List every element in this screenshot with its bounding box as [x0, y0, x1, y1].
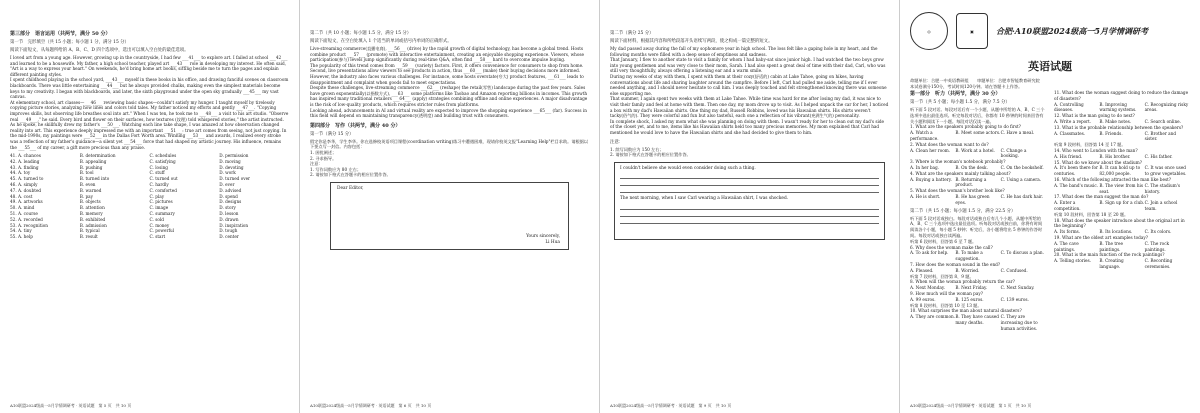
option-item: 51. A. course [10, 211, 38, 217]
option-item: D. work [219, 170, 236, 176]
answer-choice: B. Creating language. [1099, 258, 1124, 269]
exam-title: 英语试题 [1028, 60, 1072, 73]
option-item: B. result [79, 234, 98, 240]
instruction: 阅读下面短文，从每题所给的 A、B、C、D 四个选项中，选出可以填入空白处的最佳选项。 [10, 48, 189, 53]
question-text: 13. What is the probable relationship between the speakers? [1054, 124, 1184, 130]
answer-choice: B. Sign up for a club. [1099, 200, 1145, 206]
answer-choice: A. They are common. [910, 314, 956, 320]
option-item: B. typical [79, 228, 100, 234]
instruction: 阅读下面材料，根据其内容和所给段落开头语续写两段，使之构成一篇完整的短文。 [610, 39, 773, 44]
answer-choice: C. They are increasing due to human activities. [1000, 314, 1038, 331]
answer-choices [1054, 165, 1190, 177]
listening-part1: 第一节（共 5 小题；每小题 1.5 分，满分 7.5 分） [910, 100, 1010, 105]
answer-choice: A. Enter a competition. [1054, 200, 1081, 211]
answer-choice: A. He is short. [910, 193, 941, 199]
question-text: 18. What does the speaker introduce about the original art in the beginning? [1054, 217, 1185, 229]
option-item: C. play [149, 193, 165, 199]
option-item: D. designs [219, 199, 242, 205]
option-item: C. turned out [149, 176, 178, 182]
page-2 [300, 0, 600, 413]
answer-choice: B. Worried. [955, 267, 980, 273]
option-item: B. pushing [79, 164, 103, 170]
option-item: C. schedules [149, 153, 177, 159]
answer-choice: A. Classmates. [1054, 130, 1086, 136]
option-item: 54. A. tiny [10, 228, 32, 234]
answer-choice: C. His father. [1144, 153, 1173, 159]
page-1 [0, 0, 300, 413]
answer-choice: C. Search online. [1144, 118, 1181, 124]
answer-choice: C. To discuss a plan. [1000, 250, 1044, 256]
option-item: D. turned over [219, 176, 251, 182]
part-title: 第二节（满分 25 分） [610, 31, 654, 36]
answer-choice: A. The band's music. [1054, 182, 1099, 188]
group-8-label: 听第 8 段材料，回答第 10 至 13 题。 [910, 302, 982, 308]
answer-choice: C. Confused. [1000, 267, 1028, 273]
answer-choice: B. Next Friday. [955, 285, 988, 291]
answer-box [614, 162, 885, 240]
answer-choice: C. Recording ceremonies. [1144, 258, 1173, 269]
option-item: 41. A. chances [10, 153, 41, 159]
answer-choices [910, 250, 1046, 262]
option-item: B. appealing [79, 158, 107, 164]
answer-choice: A. Buying a battery. [910, 176, 952, 182]
option-item: B. even [79, 182, 96, 188]
question-text: 20. What is the main function of the rock paintings? [1054, 252, 1165, 258]
question-text: 16. Which of the following attracted the man like best? [1054, 176, 1172, 182]
option-item: 49. A. artworks [10, 199, 43, 205]
option-item: D. lesson [219, 211, 239, 217]
answer-choice: C. It was once used to grow vegetables. [1144, 165, 1187, 177]
question-text: 9. How much will the woman pay? [910, 290, 983, 296]
letter-greeting: Dear Editor, [337, 185, 364, 191]
page-footer: A10联盟2024级高一5月学情调研考 · 英语试题 第 1 页 共 10 页 [910, 403, 1032, 408]
exam-brand: 合肥·A10联盟2024级高一5月学情调研考 [996, 25, 1148, 36]
option-item: 45. A. turned to [10, 176, 44, 182]
answer-choices [910, 297, 1046, 303]
answer-choice: A. Clean her room. [910, 147, 951, 153]
answer-choice: A. Its forms. [1054, 229, 1081, 235]
option-item: 50. A. mind [10, 205, 35, 211]
listening-instruction: 听下面 5 段对话。每段对话后有一个小题，从题中所给的 A、B、C 三个选项中选出最佳选项。听完每段对话后，你都有 10 秒钟的时间来回答有关小题和阅读下一小题。每段对话仅读一遍。 [910, 107, 1045, 124]
answer-choice: A. Controlling diseases. [1054, 101, 1084, 113]
answer-choice: C. He has dark hair. [1000, 193, 1043, 199]
letter-box [330, 182, 569, 250]
option-item: D. tough [219, 228, 238, 234]
option-item: B. exhibited [79, 216, 106, 222]
option-item: D. story [219, 205, 236, 211]
option-item: C. stuff [149, 170, 165, 176]
page-footer: A10联盟2024级高一5月学情调研考 · 英语试题 第 5 页 共 10 页 [10, 403, 132, 408]
answer-choices [1054, 183, 1190, 195]
option-item: D. permission [219, 153, 249, 159]
option-item: 47. A. doubted [10, 187, 42, 193]
question-text: 7. How does the woman sound in the end? [910, 261, 1001, 267]
answer-choice: C. Join a school team. [1144, 200, 1178, 211]
answer-choice: C. Its colors. [1144, 229, 1172, 235]
cloze-passage: I loved art from a young age. However, growing up in the countryside, I had few ___41___ to explore art. I failed at school ___42___ and learned to be a housewife. My father, a high school teacher, played art ___43___ role in developing my interest. He often said, "Art is a way to express your heart." On weekends, he'd bring home art books, sitting beside me to turn the pages and explain different painting styles. I spent childhood playing in the school yard, ___43___ myself in these books in his office, and drawing fanciful scenes on classroom blackboards. There was little entertaining ___44___ but he always provided chalks, making even the simplest materials become keys to my creativity. I began with blackboards, and later, the sixth playground under the open sky gradually ___45___ my vast canvas. At elementary school, art classes—___46___ reviewing basic shapes—couldn't satisfy my hunger. I taught myself by tirelessly copying picture stories, analyzing how lines and colors told tales. My father noticed my efforts and gently ___47___. "Copying improves skills, but observing life breathes soul into art." When I was ten, he took me to ___48___ a visit to his art studio. "Observe real ___49___," he said. Every bird and flower on their surfaces, how textures (纹理) told whispered stories," the artist instructed. As he spoke, he skillfully drew my father's ___50___. Watching each line take shape, I was amazed at how observation changed reality into art. This experience deeply impressed me with an important ___51___: true art comes from seeing, not just copying. In the mid-1990s, my paintings were ___52___ in the Dallas Fort Worth area. Winning ___53___ and awards, I realized every stroke was a reflection of my father's guidance—a silent yet ___54___ force that had shaped my artistic journey. His influence, remains the ___55___ of my career, a gift more precious than any praise. [10, 55, 289, 150]
question-list [1054, 148, 1190, 212]
answer-choices [910, 268, 1046, 274]
option-item: 48. A. cost [10, 193, 33, 199]
question-text: 15. What do we know about the stadium? [1054, 159, 1142, 165]
option-item: B. attention [79, 205, 105, 211]
answer-choice: B. His brother. [1099, 153, 1131, 159]
continuation-passage: My dad passed away during the fall of my sophomore year in high school. The loss felt like a gaping hole in my heart, and the following months were filled with a deep sense of emptiness and sadness. That January, I flew to another state to visit a family for whom I had baby-sat since junior high. I had watched the two boys grow into young gentlemen and was very close to their mom, Sarah. I had also spent a great deal of time with their dad, Carl, who was still very thoughtfully, always offering a listening ear and a warm smile. During my weeks of stay with them, I spent with them at their cozy(舒适的) cabin at Lake Tahoe, going on hikes, having conversations about life and sharing laughter around the campfire. Before I left, Carl had pulled me aside, telling me if I ever needed anything, and I should never hesitate to call him. I was deeply touched and felt strengthened knowing there was someone else supporting me. That summer, I again spent two weeks with them at Lake Tahoe. While time was hard for me after losing my dad, it was nice to visit their family and feel at home with them. Then one day, my mom drove up to visit. As I helped unpack the car for her, I noticed a box with my dad's Hawaiian shirts. One thing my dad, Russell Robbins, loved was his Hawaiian shirts. His shirts weren't tacky(俗气的). They were colorful and fun but also tasteful, each one a reflection of his vibrant(充满生气的) personality. In complete shock, I asked my mom what she was planning on doing with them. I wasn't ready for her to clean out my dad's side of the closet yet, and to me, items like his Hawaiian shirts held too many precious memories. My mom explained that Carl had mentioned he would love to have the Hawaiian shirts and she had decided to give them to him. [610, 46, 889, 135]
option-item: B. warned [79, 187, 102, 193]
answer-choices [1054, 102, 1190, 114]
writing-prompt: 假定你是李华，学生李华。你在选修校英语项目课程(coordination writing)练习中遭遇困难，现请你校英文报"Learning Help"栏目求助。请根据以下要点写一封信。内容包括： 1. 困扰阐述； 2. 寻求指导。 注意： 1. 写作词数应为 80 左右； 2. 请按如下格式在答题卡的相应位置作答。 [310, 138, 589, 178]
option-item: D. drawn [219, 216, 239, 222]
letter-signature: Yours sincerely, Li Hua [526, 233, 560, 245]
answer-choice: A. To ask for help. [910, 250, 949, 256]
grammar-passage: Live-streaming commerce(直播电商), ___56___ (drive) by the rapid growth of digital technology, has become a global trend. Hosts combine product ___57___ (promote) with interactive entertainment, creating an enjoyable shopping experience. Viewers, whose participation(参与) levels jump significantly during real-time Q&A, often find ___58___ hard to overcome impulse buying. The popularity of this trend comes from ___59___ (variety) factors. First, it offers convenience for consumers to shop from home. Second, live presentations allow viewers to see products in action, thus ___60___ (make) their buying decisions more informed. However, the industry also faces various challenges. For instance, some hosts overstate(夸大) product features, ___61___ leads to disappointment and complaint when goods fail to meet expectations. Despite these challenges, live-streaming commerce ___62___ (reshape) the retail(零售) landscape during the past few years. Sales have grown exponentially(以指数方式), ___63___ some platforms like Taobao and Amazon reporting billions in incomes. This growth has inspired many traditional retailers ___64___ (apply) strategies combining offline and online experiences. A major disadvantage is the risk of low-quality products, which requires stricter rules from platforms. Looking ahead, advancements in AI and virtual reality are expected to improve the shopping experience ___65___ (far). Success in this field will depend on maintaining transparency(透明度) and building trust with consumers. [310, 46, 588, 119]
group-10-label: 听第 10 段材料，回答第 18 至 20 题。 [1054, 211, 1129, 217]
listening-columns [910, 90, 1190, 331]
option-item: 52. A. recorded [10, 216, 43, 222]
question-list [910, 308, 1046, 331]
option-item: 55. A. help [10, 234, 33, 240]
answer-choices [910, 314, 1046, 331]
paragraph-2-start: The next morning, when I saw Carl wearing a Hawaiian shirt, I was shocked. [620, 196, 789, 202]
option-item: D. advised [219, 187, 242, 193]
option-item: B. tool [79, 170, 94, 176]
school-emblem-icon: ▣ [956, 13, 988, 49]
answer-choice: A. It's been there for centuries. [1054, 165, 1099, 177]
answer-choices [910, 194, 1046, 206]
instruction: 阅读下面短文，在空白处填入 1 个适当的单词或括号内单词的正确形式。 [310, 39, 452, 44]
option-item: B. determination [79, 153, 116, 159]
answer-choices [1054, 200, 1190, 212]
answer-choices [1054, 154, 1190, 160]
answer-choices [1054, 241, 1190, 253]
option-item: D. spend [219, 193, 238, 199]
answer-choice: C. Using a camera. [1000, 176, 1042, 182]
answer-choice: A. Next Monday. [910, 285, 946, 291]
answer-choice: B. They have caused many deaths. [955, 314, 999, 325]
answer-choice: B. Make notes. [1099, 118, 1132, 124]
question-text: 12. What is the man going to do next? [1054, 113, 1135, 119]
answer-choice: C. Have a meal. [1000, 130, 1035, 136]
answer-choice: C. Change a booking. [1000, 147, 1027, 159]
answer-choice: C. Next Sunday. [1000, 285, 1035, 291]
page-footer: A10联盟2024级高一5月学情调研考 · 英语试题 第 9 页 共 10 页 [610, 403, 732, 408]
answer-choice: C. Recognizing risky areas. [1144, 101, 1189, 113]
answer-choice: B. Friends. [1099, 130, 1123, 136]
question-text: 11. What does the woman suggest doing to reduce the damage of disasters? [1054, 90, 1189, 101]
answer-choices [1054, 131, 1190, 143]
answer-choices [910, 165, 1046, 171]
answer-choice: C. 139 euros. [1000, 296, 1029, 302]
cloze-options [10, 153, 289, 240]
option-item: C. start [149, 234, 166, 240]
paragraph-1-start: I couldn't believe she would even consider doing such a thing. [620, 165, 756, 171]
group-6-label: 听第 6 段材料，回答第 6 至 7 题。 [910, 238, 977, 244]
question-text: 1. What are the speakers probably going to do first? [910, 124, 1021, 130]
answer-choice: A. His friend. [1054, 153, 1083, 159]
group-7-label: 听第 7 段材料，回答第 8、9 题。 [910, 273, 974, 279]
page-3 [600, 0, 900, 413]
notes-title: 注意： [610, 139, 624, 145]
page-4 [900, 0, 1200, 413]
right-column [1054, 90, 1190, 331]
answer-choice: A. In her bag. [910, 164, 940, 170]
answer-choice: A. 99 euros. [910, 296, 936, 302]
part-title: 第二节（共 10 小题；每小题 1.5 分，满分 15 分） [310, 31, 412, 36]
answer-choice: C. On the bookshelf. [1000, 164, 1044, 170]
question-text: 14. Who went to London with the man? [1054, 147, 1138, 153]
option-item: D. devoting [219, 164, 244, 170]
answer-choice: A. Watch a performance. [910, 130, 939, 141]
exam-note: 本试卷满分150分，考试时间120分钟。请在答题卡上作答。 [910, 84, 1023, 89]
question-text: 8. When will the woman probably return the car? [910, 279, 1015, 285]
option-item: 42. A. leading [10, 158, 40, 164]
option-item: B. memory [79, 211, 103, 217]
answer-choices [1054, 258, 1190, 270]
answer-choices [910, 130, 1046, 142]
option-item: D. ever [219, 182, 235, 188]
section-title: 第三部分 语言运用（共两节，满分 50 分） [10, 31, 111, 37]
question-text: 2. What does the woman want to do? [910, 141, 989, 147]
answer-choice: B. Returning a product. [955, 176, 987, 188]
page-footer: A10联盟2024级高一5月学情调研考 · 英语试题 第 6 页 共 10 页 [310, 403, 432, 408]
answer-choice: B. The tree paintings. [1099, 240, 1124, 252]
question-list [910, 245, 1046, 274]
listening-title: 第一部分 听力（共两节，满分 30 分） [910, 91, 1001, 97]
answer-choice: A. The cave paintings. [1054, 240, 1079, 252]
option-item: D. inspiration [219, 222, 249, 228]
question-text: 5. What does the woman's brother look like? [910, 188, 1005, 194]
option-item: C. losing [149, 164, 168, 170]
option-item: C. summary [149, 211, 175, 217]
option-item: B. turned into [79, 176, 110, 182]
answer-choice: C. The rock paintings. [1144, 240, 1170, 252]
option-item: B. pay [79, 193, 94, 199]
answer-choice: B. Meet some actors. [955, 130, 1001, 136]
answer-choice: B. 125 euros. [955, 296, 984, 302]
option-item: C. sold [149, 216, 164, 222]
option-item: D. center [219, 234, 239, 240]
option-item: C. hardly [149, 182, 169, 188]
listening-part2: 第二节（共 15 小题；每小题 1.5 分，满分 22.5 分） [910, 208, 1016, 214]
answer-choice: B. On the desk. [955, 164, 988, 170]
option-item: B. objects [79, 199, 101, 205]
part-title: 第一节 完形填空（共 15 小题；每小题 1 分，满分 15 分） [10, 40, 129, 45]
option-item: D. moving [219, 158, 241, 164]
answer-choice: C. Brother and sister. [1144, 130, 1177, 142]
answer-choice: B. To make a suggestion. [955, 250, 983, 262]
answer-choice: C. The stadium's history. [1144, 182, 1180, 194]
question-list [1054, 90, 1190, 142]
option-item: C. powerful [149, 228, 175, 234]
left-column [910, 90, 1046, 331]
writing-section-title: 第四部分 写作（共两节，满分 40 分） [310, 122, 401, 129]
question-list [910, 279, 1046, 302]
answer-choice: B. The view from his seat. [1099, 182, 1144, 194]
option-item: C. pictures [149, 199, 173, 205]
question-text: 6. Why does the woman make the call? [910, 244, 993, 250]
option-item: C. money [149, 222, 170, 228]
header-logos [910, 12, 1190, 50]
question-list [910, 124, 1046, 205]
writing-part-title: 第一节（满分 15 分） [310, 131, 354, 137]
answer-choice: B. Its locations. [1099, 229, 1133, 235]
question-text: 4. What are the speakers mainly talking about? [910, 170, 1011, 176]
option-item: 43. A. finding [10, 164, 39, 170]
answer-choice: A. Telling stories. [1054, 258, 1092, 264]
answer-choice: B. He has green eyes. [955, 193, 990, 205]
school-seal-icon: ◎ [910, 12, 948, 50]
answer-choices [910, 148, 1046, 160]
answer-choices [910, 177, 1046, 189]
group-9-label: 听第 9 段材料，回答第 14 至 17 题。 [1054, 142, 1126, 148]
question-text: 10. What surprises the man about natural disasters? [910, 308, 1022, 314]
notes: 1. 续写词数应为 150 左右； 2. 请按如下格式在答题卡的相应位置作答。 [610, 146, 691, 158]
answer-choice: B. Work at a hotel. [955, 147, 995, 153]
answer-choices [1054, 119, 1190, 125]
question-list [1054, 218, 1190, 270]
answer-choice: A. Write a report. [1054, 118, 1092, 124]
question-text: 3. Where is the woman's notebook probably? [910, 159, 1006, 165]
listening-instruction-2: 听下面 5 段对话或独白。每段对话或独白后有几个小题，从题中所给的 A、B、C 三个选项中选出最佳选项。听每段对话或独白前，你将有时间阅读各个小题，每小题 5 秒钟；听完后，各小题将给出 5 秒钟的作答时间。每段对话或独白读两遍。 [910, 215, 1043, 238]
question-text: 17. What does the man suggest the man do? [1054, 194, 1149, 200]
option-item: C. comforted [149, 187, 177, 193]
answer-choice: B. It can hold up to 82,000 people. [1099, 165, 1141, 177]
option-item: C. image [149, 205, 169, 211]
option-item: 53. A. recognition [10, 222, 48, 228]
answer-choice: B. Improving warning systems. [1099, 101, 1137, 113]
setter-info: 命题单位：合肥一中英语教研组 审题单位：合肥市智能教育研究院 [910, 78, 1040, 83]
option-item: C. satisfying [149, 158, 176, 164]
option-item: 44. A. toy [10, 170, 31, 176]
option-item: 46. A. simply [10, 182, 38, 188]
question-text: 19. What are the oldest art examples today? [1054, 234, 1148, 240]
option-item: B. admission [79, 222, 107, 228]
answer-choice: A. Pleased. [910, 267, 934, 273]
